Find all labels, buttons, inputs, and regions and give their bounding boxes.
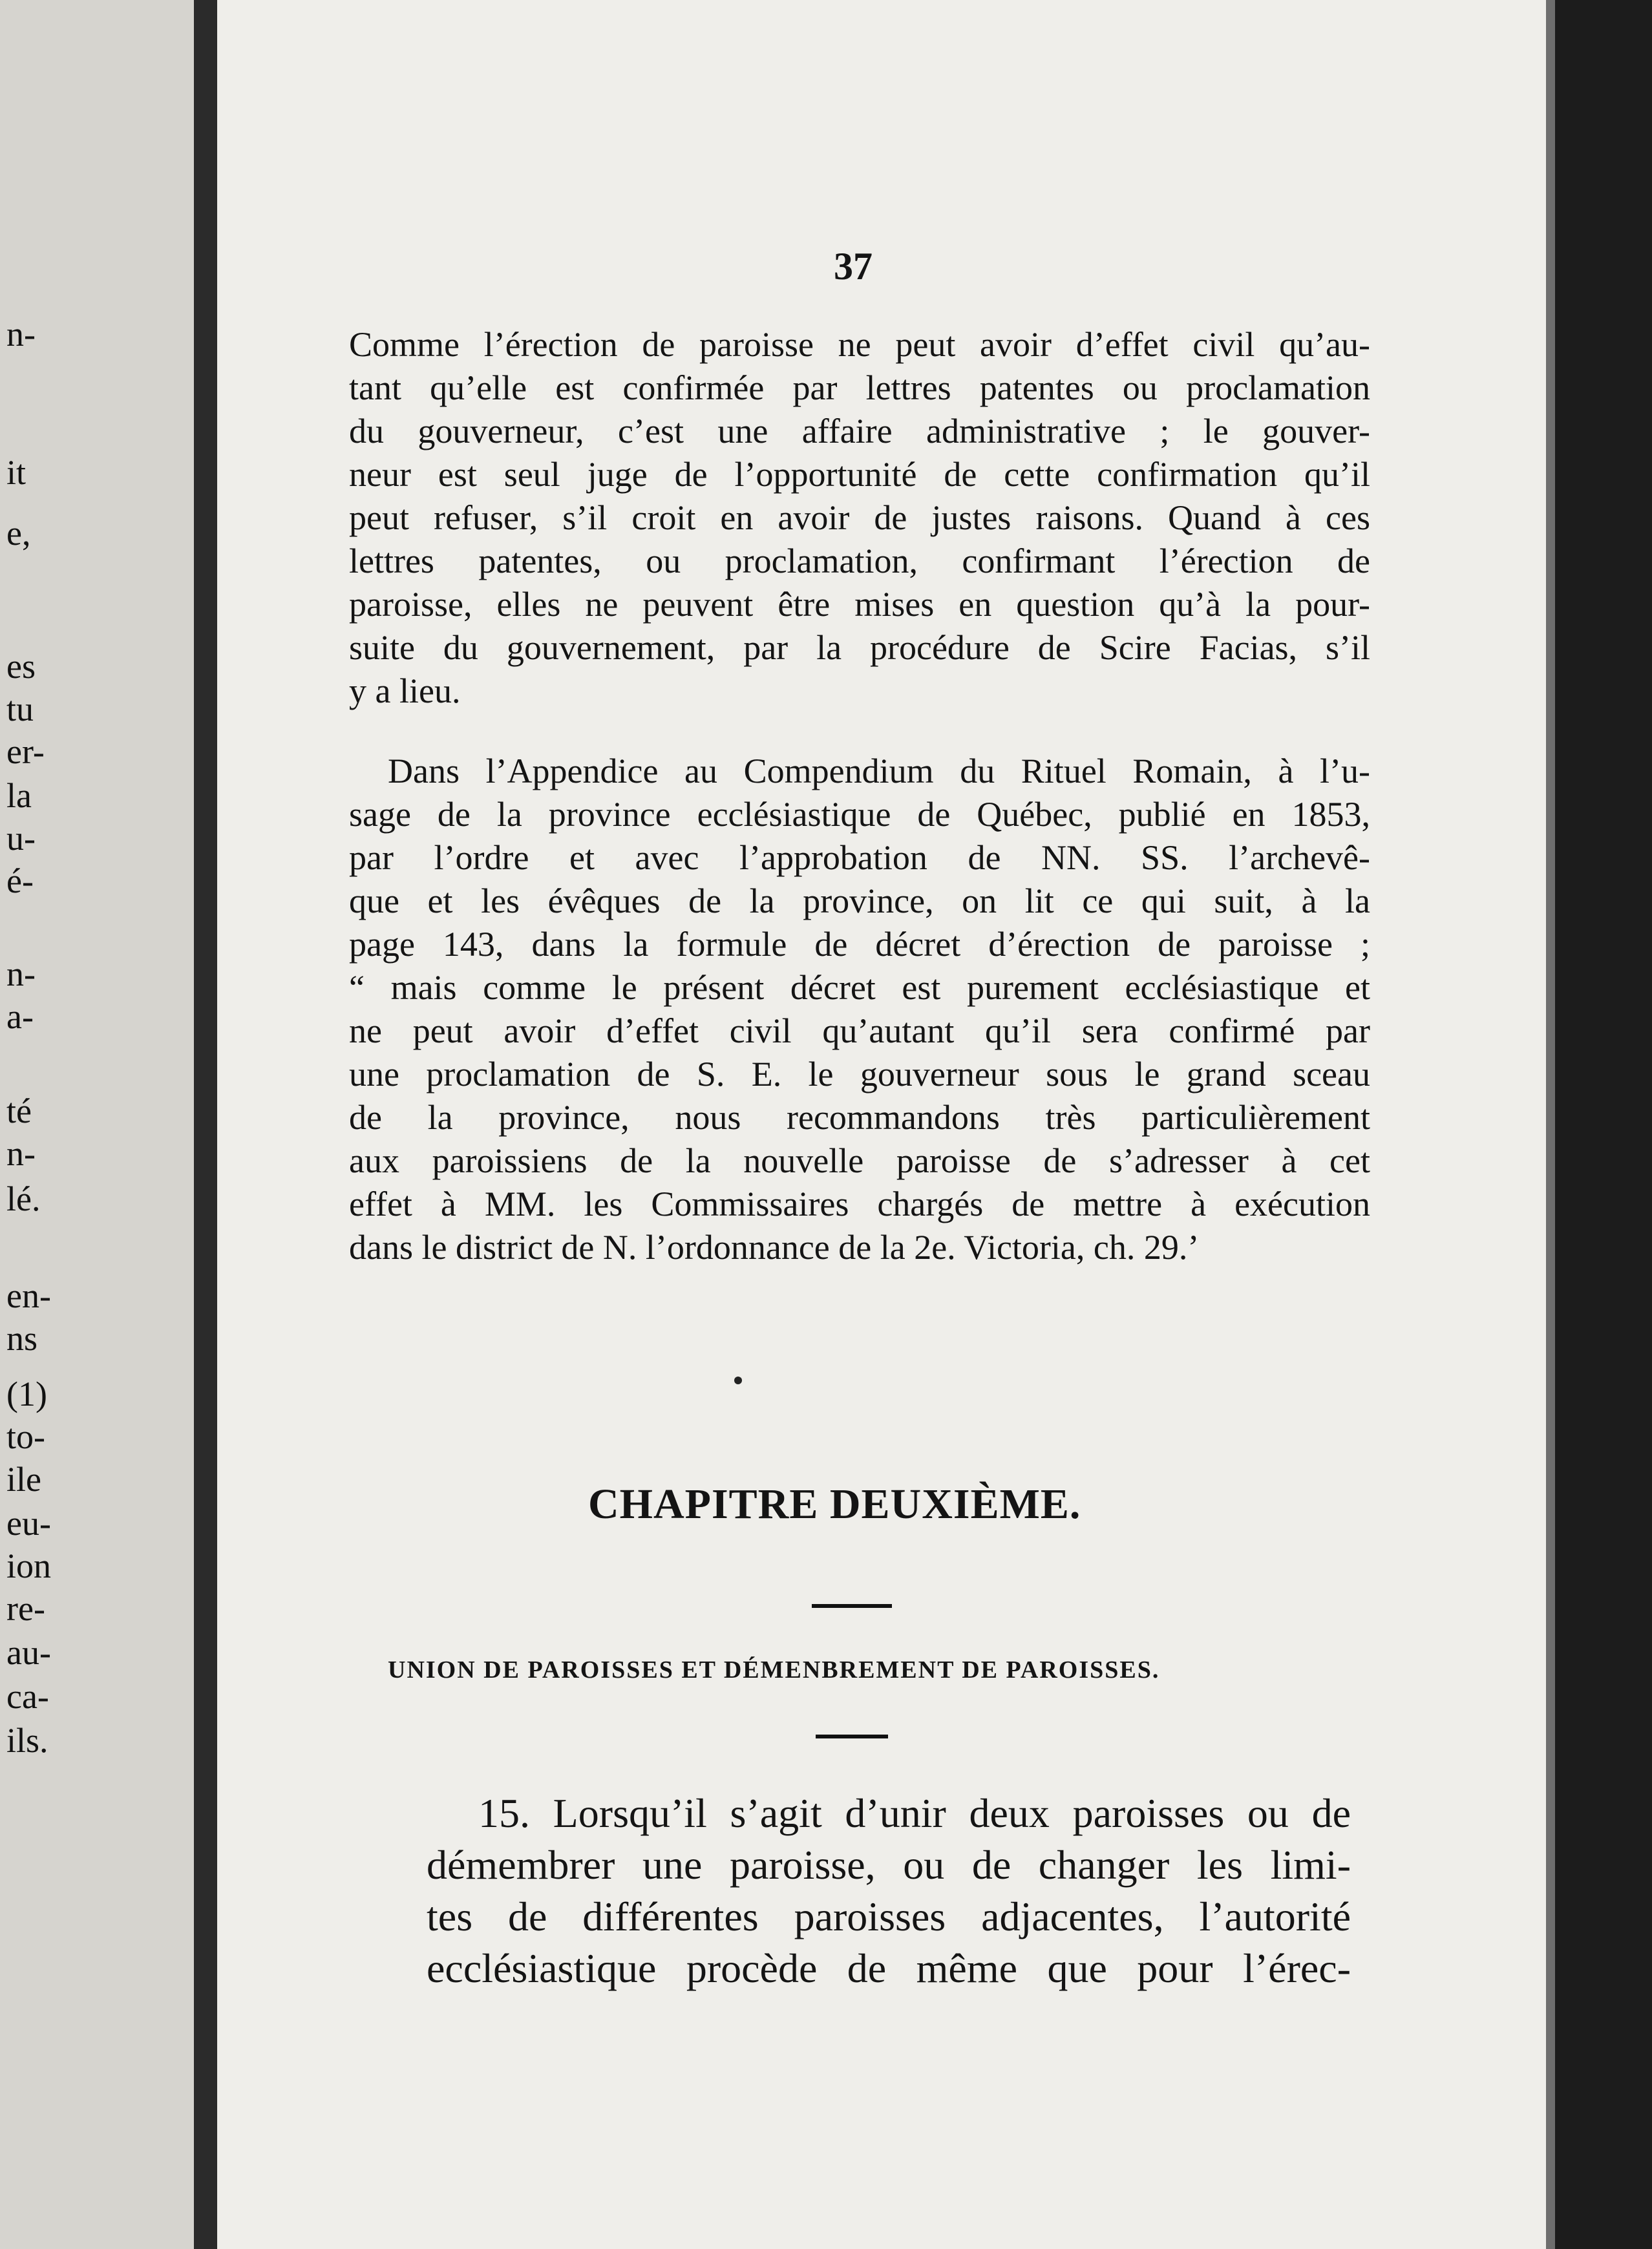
margin-fragment: a- xyxy=(6,997,34,1036)
chapter-title: CHAPITRE DEUXIÈME. xyxy=(588,1481,1081,1528)
margin-fragment: e, xyxy=(6,514,31,553)
margin-fragment: tu xyxy=(6,690,34,728)
text-line: paroisse, elles ne peuvent être mises en question qu’à la pour- xyxy=(349,585,1370,624)
margin-fragment: it xyxy=(6,453,26,492)
binding-gutter xyxy=(194,0,217,2249)
text-line: effet à MM. les Commissaires chargés de mettre à exécution xyxy=(349,1185,1370,1223)
margin-fragment: té xyxy=(6,1092,32,1130)
paragraph-15 xyxy=(427,1788,1351,1994)
margin-fragment: ion xyxy=(6,1547,52,1585)
margin-fragment: au- xyxy=(6,1633,51,1672)
text-line: tes de différentes paroisses adjacentes, l’autorité xyxy=(427,1894,1351,1939)
margin-fragment: re- xyxy=(6,1589,45,1628)
text-line: aux paroissiens de la nouvelle paroisse de s’adresser à cet xyxy=(349,1141,1370,1180)
margin-fragment: ca- xyxy=(6,1677,49,1716)
text-line: par l’ordre et avec l’approbation de NN. SS. l’archevê- xyxy=(349,838,1370,877)
page-number: 37 xyxy=(834,245,873,288)
previous-page-fragments xyxy=(6,0,181,2249)
text-line: Comme l’érection de paroisse ne peut avoir d’effet civil qu’au- xyxy=(349,325,1370,364)
margin-fragment: eu- xyxy=(6,1504,51,1543)
margin-fragment: n- xyxy=(6,955,36,993)
margin-fragment: ns xyxy=(6,1319,38,1358)
margin-fragment: la xyxy=(6,776,32,815)
margin-fragment: ile xyxy=(6,1460,41,1499)
margin-fragment: ils. xyxy=(6,1721,48,1760)
paragraph-erection xyxy=(349,323,1370,713)
text-line: que et les évêques de la province, on lit ce qui suit, à la xyxy=(349,882,1370,920)
text-line: lettres patentes, ou proclamation, confirmant l’érection de xyxy=(349,542,1370,580)
margin-fragment: es xyxy=(6,647,36,686)
text-line: tant qu’elle est confirmée par lettres patentes ou proclamation xyxy=(349,368,1370,407)
margin-fragment: (1) xyxy=(6,1375,47,1413)
text-line: du gouverneur, c’est une affaire administrative ; le gouver- xyxy=(349,412,1370,450)
text-line: “ mais comme le présent décret est purement ecclésiastique et xyxy=(349,968,1370,1007)
text-line: dans le district de N. l’ordonnance de la 2e. Victoria, ch. 29.’ xyxy=(349,1228,1200,1267)
divider-rule-bottom xyxy=(816,1735,888,1738)
margin-fragment: er- xyxy=(6,732,45,771)
margin-fragment: en- xyxy=(6,1276,51,1315)
text-line: ne peut avoir d’effet civil qu’autant qu’il sera confirmé par xyxy=(349,1011,1370,1050)
ornament-dot xyxy=(734,1377,742,1384)
margin-fragment: n- xyxy=(6,1134,36,1173)
margin-fragment: to- xyxy=(6,1417,45,1456)
text-line: une proclamation de S. E. le gouverneur sous le grand sceau xyxy=(349,1055,1370,1093)
text-line: démembrer une paroisse, ou de changer les limi- xyxy=(427,1842,1351,1888)
scanner-background xyxy=(1555,0,1652,2249)
chapter-subtitle: UNION DE PAROISSES ET DÉMENBREMENT DE PAROISSES. xyxy=(388,1656,1160,1684)
margin-fragment: n- xyxy=(6,315,36,354)
text-line: de la province, nous recommandons très particulièrement xyxy=(349,1098,1370,1137)
text-line: y a lieu. xyxy=(349,671,461,710)
text-line: ecclésiastique procède de même que pour l’érec- xyxy=(427,1945,1351,1991)
text-line: Dans l’Appendice au Compendium du Rituel Romain, à l’u- xyxy=(388,752,1370,790)
text-line: peut refuser, s’il croit en avoir de justes raisons. Quand à ces xyxy=(349,498,1370,537)
text-line: sage de la province ecclésiastique de Québec, publié en 1853, xyxy=(349,795,1370,834)
margin-fragment: é- xyxy=(6,861,34,900)
text-line: page 143, dans la formule de décret d’érection de paroisse ; xyxy=(349,925,1370,964)
paragraph-appendice xyxy=(349,750,1370,1269)
divider-rule-top xyxy=(812,1604,892,1608)
margin-fragment: u- xyxy=(6,819,36,858)
text-line: suite du gouvernement, par la procédure de Scire Facias, s’il xyxy=(349,628,1370,667)
text-line: 15. Lorsqu’il s’agit d’unir deux paroisses ou de xyxy=(478,1790,1351,1836)
margin-fragment: lé. xyxy=(6,1179,41,1218)
text-line: neur est seul juge de l’opportunité de cette confirmation qu’il xyxy=(349,455,1370,494)
